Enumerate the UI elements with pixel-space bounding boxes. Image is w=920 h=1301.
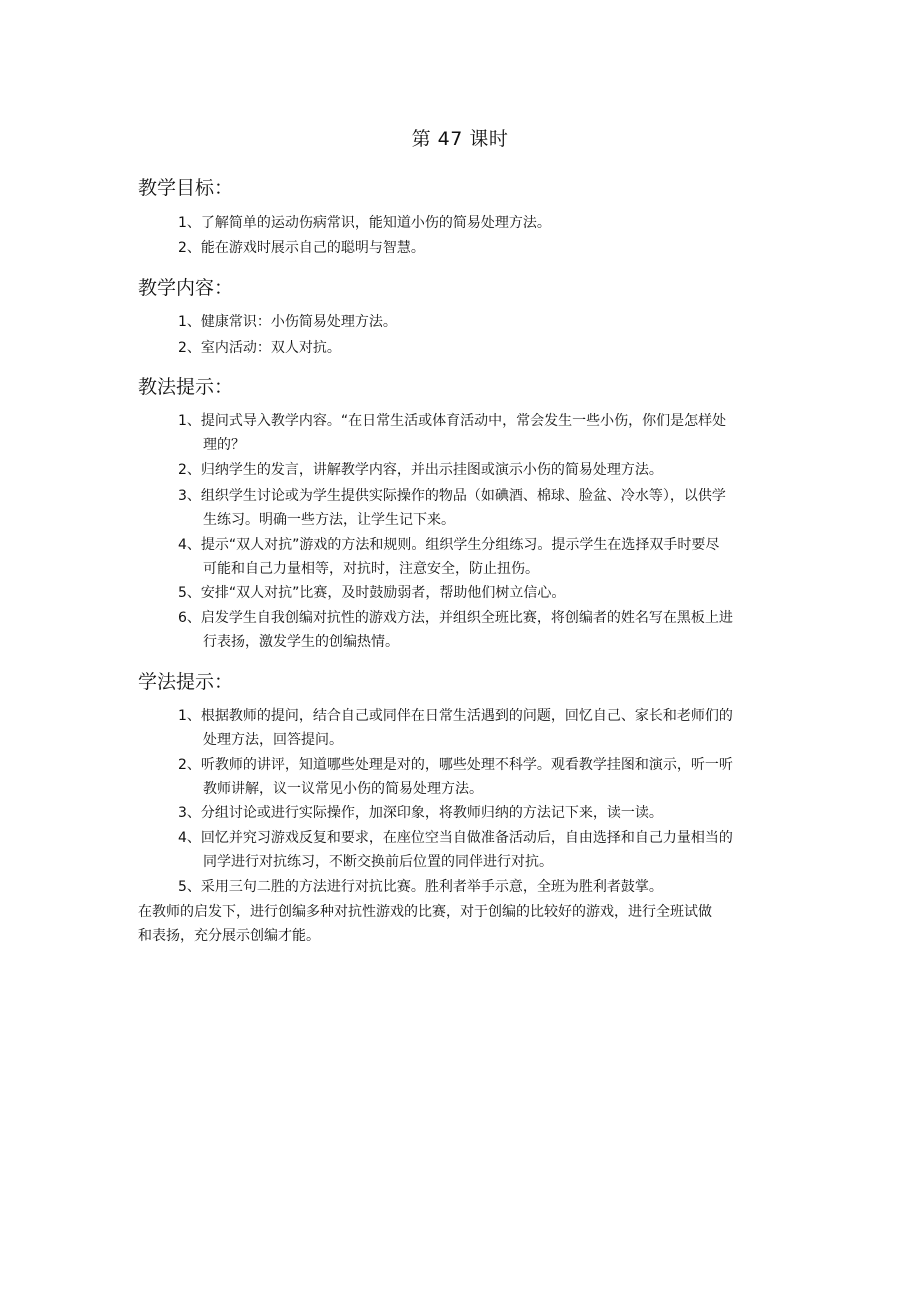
learning-item-4: [178, 827, 788, 874]
learning-item-1-line: 1、根据教师的提问，结合自己或同伴在日常生活遇到的问题，回忆自己、家长和老师们的: [178, 708, 733, 724]
teaching-item-3: [178, 485, 788, 532]
teaching-item-4: [178, 534, 788, 581]
content-item-1: 1、健康常识：小伤简易处理方法。: [178, 314, 397, 330]
teaching-heading: 教法提示：: [138, 376, 234, 398]
content-heading: 教学内容：: [138, 277, 234, 299]
lesson-title: 第 47 课时: [411, 128, 509, 150]
closing-line-2: 和表扬，充分展示创编才能。: [138, 927, 320, 944]
closing-line-1: 在教师的启发下，进行创编多种对抗性游戏的比赛，对于创编的比较好的游戏，进行全班试做: [138, 904, 712, 920]
learning-item-2-line: 2、听教师的讲评，知道哪些处理是对的，哪些处理不科学。观看教学挂图和演示，听一听: [178, 757, 733, 773]
learning-item-2-cont: 教师讲解，议一议常见小伤的简易处理方法。: [203, 780, 483, 797]
teaching-item-2: 2、归纳学生的发言，讲解教学内容，并出示挂图或演示小伤的简易处理方法。: [178, 462, 663, 478]
learning-item-4-cont: 同学进行对抗练习，不断交换前后位置的同伴进行对抗。: [203, 853, 553, 870]
teaching-item-3-cont: 生练习。明确一些方法，让学生记下来。: [203, 511, 455, 528]
learning-item-3: 3、分组讨论或进行实际操作，加深印象，将教师归纳的方法记下来，读一读。: [178, 805, 663, 821]
closing-paragraph: [138, 901, 788, 948]
teaching-item-1-cont: 理的？: [203, 436, 245, 453]
learning-item-4-line: 4、回忆并究习游戏反复和要求，在座位空当自做准备活动后，自由选择和自己力量相当的: [178, 830, 733, 846]
learning-item-2: [178, 754, 788, 801]
learning-heading: 学法提示：: [138, 671, 234, 693]
teaching-item-4-cont: 可能和自己力量相等，对抗时，注意安全，防止扭伤。: [203, 560, 539, 577]
teaching-item-4-line: 4、提示“双人对抗”游戏的方法和规则。组织学生分组练习。提示学生在选择双手时要尽: [178, 537, 720, 553]
teaching-item-1: [178, 410, 788, 457]
learning-item-5: 5、采用三句二胜的方法进行对抗比赛。胜利者举手示意，全班为胜利者鼓掌。: [178, 879, 663, 895]
goal-item-2: 2、能在游戏时展示自己的聪明与智慧。: [178, 240, 425, 256]
learning-item-1-cont: 处理方法，回答提问。: [203, 731, 343, 748]
learning-item-1: [178, 705, 788, 752]
teaching-item-6: [178, 607, 788, 654]
teaching-item-6-line: 6、启发学生自我创编对抗性的游戏方法，并组织全班比赛，将创编者的姓名写在黑板上进: [178, 610, 733, 626]
goal-item-1: 1、了解简单的运动伤病常识，能知道小伤的简易处理方法。: [178, 215, 551, 231]
teaching-item-3-line: 3、组织学生讨论或为学生提供实际操作的物品（如碘酒、棉球、脸盆、冷水等），以供学: [178, 488, 726, 504]
goals-heading: 教学目标：: [138, 177, 234, 199]
teaching-item-6-cont: 行表扬，激发学生的创编热情。: [203, 633, 399, 650]
content-item-2: 2、室内活动：双人对抗。: [178, 340, 341, 356]
teaching-item-5: 5、安排“双人对抗”比赛，及时鼓励弱者，帮助他们树立信心。: [178, 585, 566, 601]
teaching-item-1-line: 1、提问式导入教学内容。“在日常生活或体育活动中，常会发生一些小伤，你们是怎样处: [178, 413, 727, 429]
